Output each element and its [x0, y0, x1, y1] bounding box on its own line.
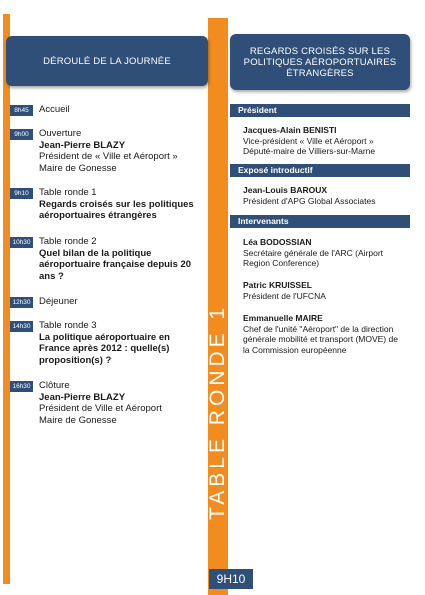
time-badge: 16h30 [10, 381, 33, 392]
schedule-item [10, 104, 204, 116]
schedule-item [10, 187, 204, 222]
speaker-role: Président de l'UFCNA [243, 290, 326, 301]
speaker-role: Secrétaire générale de l'ARC (Airport [243, 247, 384, 258]
item-detail: Maire de Gonesse [39, 162, 117, 174]
item-subject: France après 2012 : quelle(s) [39, 343, 170, 354]
speaker-name: Léa BODOSSIAN [243, 237, 312, 247]
item-title: Ouverture [39, 128, 82, 139]
speaker-name: Patric KRUISSEL [243, 280, 312, 290]
item-subject: ans ? [39, 270, 64, 282]
speaker-role: Député-maire de Villiers-sur-Marne [243, 146, 376, 156]
vertical-title [200, 303, 235, 555]
schedule-header-text: DÉROULÉ DE LA JOURNÉE [43, 55, 171, 67]
section-label-intro: Exposé introductif [230, 164, 410, 177]
speaker-role: Region Conference) [243, 258, 320, 268]
speaker-role: Président d'APG Global Associates [243, 195, 376, 206]
time-badge: 8h45 [10, 105, 33, 116]
speaker-name: Jean-Louis BAROUX [243, 185, 328, 195]
item-subject: Quel bilan de la politique [39, 247, 152, 259]
item-title: Table ronde 3 [39, 320, 97, 331]
schedule-item [10, 236, 204, 282]
speaker-role: la Commission européenne [243, 344, 347, 355]
item-detail: Président de « Ville et Aéroport » [39, 151, 178, 162]
item-speaker: Jean-Pierre BLAZY [39, 391, 126, 403]
time-badge: 12h30 [10, 297, 33, 308]
speaker-entry [243, 185, 413, 206]
time-badge: 9h00 [10, 129, 33, 140]
item-subject: aéroportuaire française depuis 20 [39, 259, 192, 270]
item-subject: proposition(s) ? [39, 354, 112, 366]
item-detail: Président de Ville et Aéroport [39, 403, 162, 414]
roundtable-header [230, 34, 410, 90]
item-subject: Regards croisés sur les politiques [39, 198, 194, 210]
time-badge: 10h30 [10, 237, 33, 248]
speaker-name: Emmanuelle MAIRE [243, 313, 323, 323]
speaker-entry [243, 237, 413, 269]
item-subject: aéroportuaires étrangères [39, 210, 157, 221]
item-title: Accueil [39, 104, 70, 115]
speaker-entry [243, 313, 413, 355]
left-accent-bar [3, 14, 10, 584]
session-time-text: 9H10 [216, 572, 246, 586]
session-time-badge [209, 569, 253, 589]
schedule-item [10, 380, 204, 426]
speaker-role: générale mobilité et transport (MOVE) de [243, 334, 398, 344]
item-title: Table ronde 2 [39, 236, 97, 247]
section-label-president: Président [230, 104, 410, 117]
item-speaker: Jean-Pierre BLAZY [39, 139, 126, 151]
speaker-entry [243, 280, 413, 301]
item-subject: La politique aéroportuaire en [39, 331, 170, 343]
schedule-header [6, 36, 208, 86]
vertical-title-text: TABLE RONDE 1 [206, 303, 229, 520]
time-badge: 14h30 [10, 321, 33, 332]
roundtable-header-text: REGARDS CROISÉS SUR LES POLITIQUES AÉROPORTUAIRES ÉTRANGÈRES [243, 45, 397, 79]
time-badge: 9h10 [10, 188, 33, 199]
item-title: Clôture [39, 380, 70, 391]
schedule-item [10, 320, 204, 366]
schedule-item [10, 296, 204, 308]
speaker-entry [243, 125, 413, 157]
item-title: Table ronde 1 [39, 187, 97, 198]
schedule-item [10, 128, 204, 174]
speaker-name: Jacques-Alain BENISTI [243, 125, 337, 135]
item-title: Déjeuner [39, 296, 78, 307]
item-detail: Maire de Gonesse [39, 414, 117, 426]
speaker-role: Vice-président « Ville et Aéroport » [243, 135, 374, 146]
section-label-speakers: Intervenants [230, 215, 410, 228]
speaker-role: Chef de l'unité "Aéroport" de la direction [243, 323, 394, 334]
